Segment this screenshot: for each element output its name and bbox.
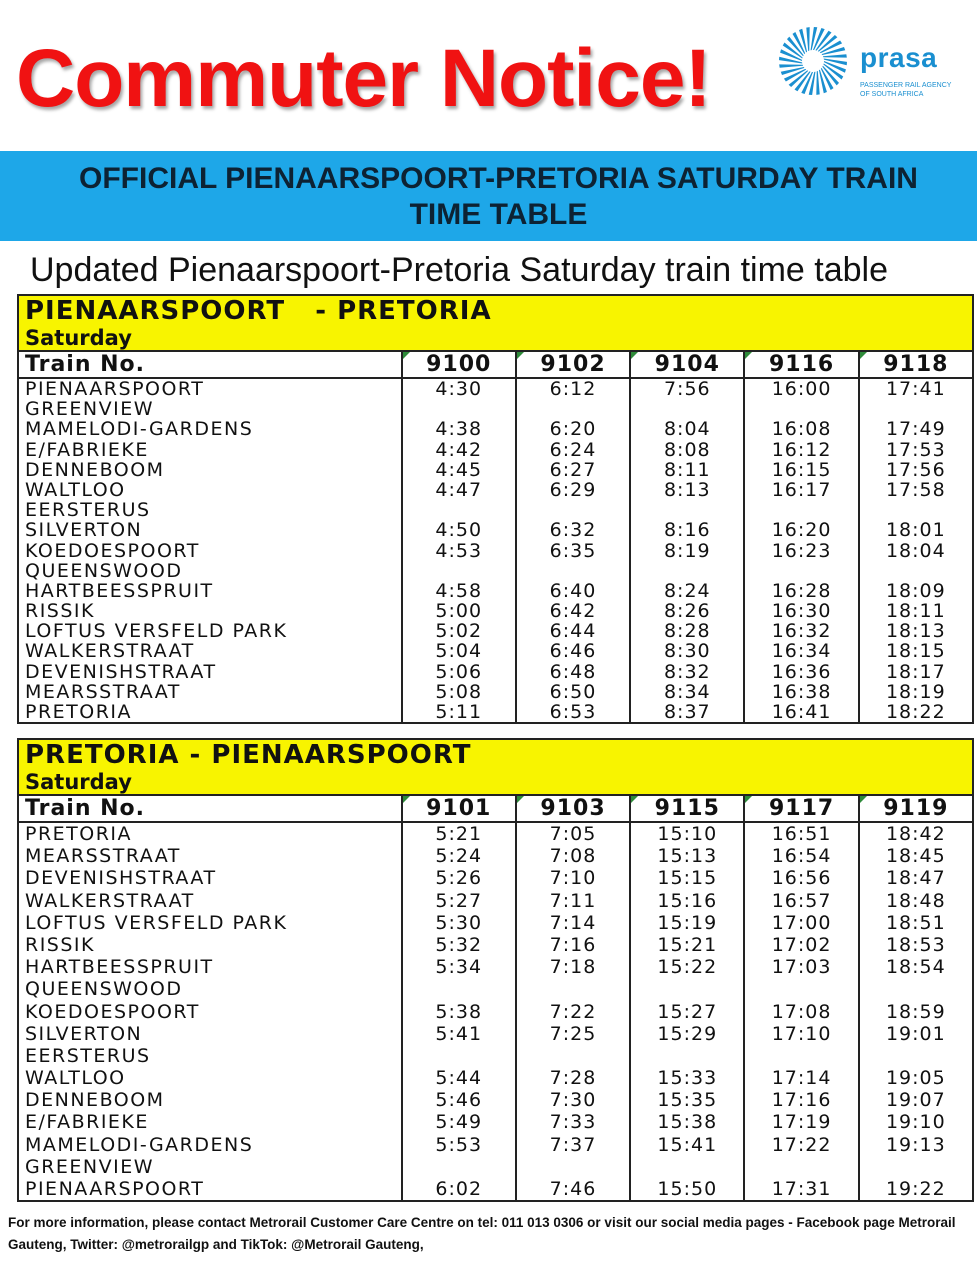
- train-no-label: Train No.: [25, 796, 146, 821]
- train-number: 9118: [858, 352, 972, 377]
- departure-time: 19:05: [858, 1067, 972, 1089]
- station-name: MEARSSTRAAT: [25, 845, 181, 868]
- departure-time: [629, 1045, 743, 1067]
- departure-time: 4:30: [401, 379, 515, 399]
- departure-time: 6:53: [515, 702, 629, 722]
- departure-time: 8:13: [629, 480, 743, 500]
- station-name: DENNEBOOM: [25, 458, 165, 481]
- departure-time: 7:25: [515, 1023, 629, 1045]
- departure-time: 17:03: [743, 956, 857, 978]
- table-row: [19, 1178, 972, 1200]
- table-row: [19, 978, 972, 1000]
- station-name: RISSIK: [25, 600, 95, 623]
- departure-time: 5:41: [401, 1023, 515, 1045]
- table-row: [19, 1156, 972, 1178]
- departure-time: 17:31: [743, 1178, 857, 1200]
- station-name: PIENAARSPOORT: [25, 1178, 205, 1200]
- station-name: MAMELODI-GARDENS: [25, 1133, 254, 1156]
- table-row: [19, 867, 972, 889]
- departure-time: 18:42: [858, 823, 972, 845]
- departure-time: [629, 561, 743, 581]
- departure-time: 15:19: [629, 912, 743, 934]
- timetable-pretoria-pienaarspoort: [17, 738, 974, 1202]
- departure-time: [858, 1045, 972, 1067]
- train-number-header-row: [19, 352, 972, 379]
- departure-time: 4:53: [401, 541, 515, 561]
- departure-time: 6:20: [515, 419, 629, 439]
- departure-time: 15:16: [629, 890, 743, 912]
- departure-time: 17:41: [858, 379, 972, 399]
- departure-time: 7:16: [515, 934, 629, 956]
- table-row: [19, 912, 972, 934]
- station-name: PRETORIA: [25, 701, 133, 723]
- service-day: Saturday: [25, 326, 132, 350]
- departure-time: 16:28: [743, 581, 857, 601]
- table-row: [19, 662, 972, 682]
- departure-time: 5:21: [401, 823, 515, 845]
- departure-time: 17:08: [743, 1001, 857, 1023]
- departure-time: 16:56: [743, 867, 857, 889]
- departure-time: [743, 978, 857, 1000]
- departure-time: [858, 500, 972, 520]
- departure-time: 8:19: [629, 541, 743, 561]
- departure-time: 6:27: [515, 460, 629, 480]
- departure-time: 16:34: [743, 641, 857, 661]
- departure-time: 6:29: [515, 480, 629, 500]
- table-row: [19, 890, 972, 912]
- station-name: LOFTUS VERSFELD PARK: [25, 911, 288, 934]
- departure-time: 18:59: [858, 1001, 972, 1023]
- departure-time: 7:30: [515, 1089, 629, 1111]
- departure-time: 5:00: [401, 601, 515, 621]
- departure-time: 8:37: [629, 702, 743, 722]
- station-name: WALTLOO: [25, 478, 126, 501]
- train-number: 9116: [743, 352, 857, 377]
- departure-time: 17:56: [858, 460, 972, 480]
- departure-time: 6:40: [515, 581, 629, 601]
- departure-time: [629, 1156, 743, 1178]
- departure-time: [858, 978, 972, 1000]
- departure-time: [743, 500, 857, 520]
- departure-time: 6:35: [515, 541, 629, 561]
- table-row: [19, 934, 972, 956]
- departure-time: 7:05: [515, 823, 629, 845]
- departure-time: [401, 1156, 515, 1178]
- departure-time: [401, 500, 515, 520]
- station-name: RISSIK: [25, 933, 95, 956]
- train-number-header-row: [19, 796, 972, 823]
- table-row: [19, 581, 972, 601]
- departure-time: 18:22: [858, 702, 972, 722]
- departure-time: 16:38: [743, 682, 857, 702]
- table-row: [19, 1001, 972, 1023]
- station-name: LOFTUS VERSFELD PARK: [25, 620, 288, 643]
- departure-time: 6:42: [515, 601, 629, 621]
- train-number: 9100: [401, 352, 515, 377]
- departure-time: 17:02: [743, 934, 857, 956]
- departure-time: [858, 561, 972, 581]
- logo-tagline-1: PASSENGER RAIL AGENCY: [860, 82, 952, 89]
- prasa-logo: [778, 26, 968, 106]
- departure-time: [629, 500, 743, 520]
- departure-time: [401, 561, 515, 581]
- table-row: [19, 1045, 972, 1067]
- departure-time: 15:50: [629, 1178, 743, 1200]
- departure-time: 5:02: [401, 621, 515, 641]
- departure-time: 15:22: [629, 956, 743, 978]
- departure-time: 17:00: [743, 912, 857, 934]
- departure-time: 18:53: [858, 934, 972, 956]
- departure-time: 18:09: [858, 581, 972, 601]
- departure-time: 15:29: [629, 1023, 743, 1045]
- station-name: GREENVIEW: [25, 1155, 155, 1178]
- departure-time: [515, 1045, 629, 1067]
- departure-time: [515, 978, 629, 1000]
- table-row: [19, 561, 972, 581]
- route-title: PRETORIA - PIENAARSPOORT: [25, 740, 472, 770]
- departure-time: 6:02: [401, 1178, 515, 1200]
- departure-time: 7:56: [629, 379, 743, 399]
- station-name: SILVERTON: [25, 519, 143, 542]
- departure-time: 16:08: [743, 419, 857, 439]
- departure-time: 5:44: [401, 1067, 515, 1089]
- departure-time: 6:24: [515, 440, 629, 460]
- contact-footer: For more information, please contact Metrorail Customer Care Centre on tel: 011 013 0306 or visit our social media pages - Facebook page Metrorail Gauteng, Twitter: @metrorailgp and TikTok: @Metrorail Gauteng,: [8, 1215, 956, 1252]
- departure-time: 17:19: [743, 1111, 857, 1133]
- departure-time: 5:26: [401, 867, 515, 889]
- station-name: EERSTERUS: [25, 499, 151, 522]
- departure-time: 5:30: [401, 912, 515, 934]
- departure-time: 4:38: [401, 419, 515, 439]
- departure-time: [515, 1156, 629, 1178]
- logo-tagline-2: OF SOUTH AFRICA: [860, 91, 924, 98]
- table-row: [19, 641, 972, 661]
- train-number: 9101: [401, 796, 515, 821]
- departure-time: 18:15: [858, 641, 972, 661]
- departure-time: 7:10: [515, 867, 629, 889]
- departure-time: 6:48: [515, 662, 629, 682]
- station-name: DEVENISHSTRAAT: [25, 660, 217, 683]
- departure-time: 6:12: [515, 379, 629, 399]
- departure-time: 7:33: [515, 1111, 629, 1133]
- departure-time: 16:54: [743, 845, 857, 867]
- departure-time: [401, 978, 515, 1000]
- departure-time: 8:04: [629, 419, 743, 439]
- departure-time: [515, 399, 629, 419]
- departure-time: 6:44: [515, 621, 629, 641]
- departure-time: 7:08: [515, 845, 629, 867]
- departure-time: 15:35: [629, 1089, 743, 1111]
- route-title: PIENAARSPOORT - PRETORIA: [25, 296, 492, 326]
- departure-time: 7:37: [515, 1134, 629, 1156]
- table-row: [19, 1067, 972, 1089]
- departure-time: 15:21: [629, 934, 743, 956]
- table-row: [19, 702, 972, 722]
- table-row: [19, 520, 972, 540]
- station-name: E/FABRIEKE: [25, 438, 149, 461]
- banner-title: OFFICIAL PIENAARSPOORT-PRETORIA SATURDAY TRAIN TIME TABLE: [79, 162, 918, 231]
- departure-time: 18:13: [858, 621, 972, 641]
- station-name: DEVENISHSTRAAT: [25, 867, 217, 890]
- train-number: 9115: [629, 796, 743, 821]
- departure-time: 16:57: [743, 890, 857, 912]
- table-row: [19, 541, 972, 561]
- departure-time: 7:28: [515, 1067, 629, 1089]
- table-row: [19, 1089, 972, 1111]
- departure-time: [743, 399, 857, 419]
- train-number: 9102: [515, 352, 629, 377]
- timetable-pienaarspoort-pretoria: [17, 294, 974, 724]
- departure-time: [515, 561, 629, 581]
- table-row: [19, 480, 972, 500]
- table-row: [19, 440, 972, 460]
- train-number: 9117: [743, 796, 857, 821]
- station-name: KOEDOESPOORT: [25, 1000, 200, 1023]
- departure-time: 16:00: [743, 379, 857, 399]
- departure-time: 15:13: [629, 845, 743, 867]
- departure-time: 16:41: [743, 702, 857, 722]
- departure-time: 6:50: [515, 682, 629, 702]
- departure-time: 5:11: [401, 702, 515, 722]
- station-name: WALKERSTRAAT: [25, 640, 195, 663]
- departure-time: 15:41: [629, 1134, 743, 1156]
- departure-time: 19:13: [858, 1134, 972, 1156]
- departure-time: 15:10: [629, 823, 743, 845]
- table-row: [19, 845, 972, 867]
- station-name: DENNEBOOM: [25, 1089, 165, 1112]
- table-row: [19, 379, 972, 399]
- departure-time: 19:22: [858, 1178, 972, 1200]
- station-name: SILVERTON: [25, 1022, 143, 1045]
- table-row: [19, 823, 972, 845]
- departure-time: 6:32: [515, 520, 629, 540]
- station-name: E/FABRIEKE: [25, 1111, 149, 1134]
- station-name: WALTLOO: [25, 1067, 126, 1090]
- train-number: 9103: [515, 796, 629, 821]
- table-row: [19, 460, 972, 480]
- departure-time: 8:26: [629, 601, 743, 621]
- prasa-sunburst-logo-icon: [778, 26, 848, 96]
- departure-time: [401, 399, 515, 419]
- logo-brand: prasa: [860, 42, 938, 73]
- table-row: [19, 1134, 972, 1156]
- table-row: [19, 500, 972, 520]
- departure-time: 5:46: [401, 1089, 515, 1111]
- departure-time: 15:33: [629, 1067, 743, 1089]
- station-name: PIENAARSPOORT: [25, 378, 205, 400]
- departure-time: 18:51: [858, 912, 972, 934]
- departure-time: 6:46: [515, 641, 629, 661]
- title-banner: [0, 151, 977, 241]
- departure-time: 16:12: [743, 440, 857, 460]
- station-name: MAMELODI-GARDENS: [25, 418, 254, 441]
- departure-time: [858, 1156, 972, 1178]
- departure-time: 5:49: [401, 1111, 515, 1133]
- table-row: [19, 682, 972, 702]
- station-name: PRETORIA: [25, 823, 133, 845]
- departure-time: 8:08: [629, 440, 743, 460]
- departure-time: 16:30: [743, 601, 857, 621]
- departure-time: 17:10: [743, 1023, 857, 1045]
- departure-time: [743, 1156, 857, 1178]
- departure-time: 5:32: [401, 934, 515, 956]
- departure-time: 8:28: [629, 621, 743, 641]
- departure-time: [629, 399, 743, 419]
- departure-time: 17:14: [743, 1067, 857, 1089]
- departure-time: 18:45: [858, 845, 972, 867]
- table-row: [19, 399, 972, 419]
- station-name: EERSTERUS: [25, 1044, 151, 1067]
- departure-time: 4:45: [401, 460, 515, 480]
- departure-time: [858, 399, 972, 419]
- station-name: QUEENSWOOD: [25, 978, 183, 1001]
- station-name: QUEENSWOOD: [25, 559, 183, 582]
- departure-time: 16:36: [743, 662, 857, 682]
- departure-time: 18:48: [858, 890, 972, 912]
- departure-time: 8:34: [629, 682, 743, 702]
- departure-time: 18:47: [858, 867, 972, 889]
- departure-time: 18:54: [858, 956, 972, 978]
- departure-time: 5:27: [401, 890, 515, 912]
- departure-time: 8:30: [629, 641, 743, 661]
- departure-time: 7:14: [515, 912, 629, 934]
- departure-time: [515, 500, 629, 520]
- departure-time: 7:46: [515, 1178, 629, 1200]
- station-name: MEARSSTRAAT: [25, 680, 181, 703]
- departure-time: 18:17: [858, 662, 972, 682]
- departure-time: 16:17: [743, 480, 857, 500]
- departure-time: [629, 978, 743, 1000]
- page-subtitle: Updated Pienaarspoort-Pretoria Saturday train time table: [30, 251, 889, 289]
- departure-time: [401, 1045, 515, 1067]
- page-headline: Commuter Notice!: [16, 33, 711, 124]
- timetable-header: [19, 740, 972, 796]
- table-row: [19, 956, 972, 978]
- departure-time: [743, 561, 857, 581]
- departure-time: 16:15: [743, 460, 857, 480]
- departure-time: 18:04: [858, 541, 972, 561]
- departure-time: 17:22: [743, 1134, 857, 1156]
- departure-time: 18:11: [858, 601, 972, 621]
- departure-time: 16:32: [743, 621, 857, 641]
- table-row: [19, 601, 972, 621]
- station-name: GREENVIEW: [25, 398, 155, 421]
- departure-time: 5:08: [401, 682, 515, 702]
- departure-time: 15:15: [629, 867, 743, 889]
- departure-time: 17:53: [858, 440, 972, 460]
- departure-time: 5:24: [401, 845, 515, 867]
- departure-time: 17:49: [858, 419, 972, 439]
- service-day: Saturday: [25, 770, 132, 794]
- station-name: WALKERSTRAAT: [25, 889, 195, 912]
- departure-time: 4:58: [401, 581, 515, 601]
- departure-time: 16:51: [743, 823, 857, 845]
- station-name: HARTBEESSPRUIT: [25, 579, 214, 602]
- departure-time: 8:24: [629, 581, 743, 601]
- table-row: [19, 419, 972, 439]
- departure-time: 17:16: [743, 1089, 857, 1111]
- departure-time: 15:27: [629, 1001, 743, 1023]
- train-no-label: Train No.: [25, 352, 146, 377]
- station-name: HARTBEESSPRUIT: [25, 956, 214, 979]
- departure-time: 7:11: [515, 890, 629, 912]
- departure-time: 5:38: [401, 1001, 515, 1023]
- departure-time: [743, 1045, 857, 1067]
- departure-time: 17:58: [858, 480, 972, 500]
- departure-time: 15:38: [629, 1111, 743, 1133]
- departure-time: 8:32: [629, 662, 743, 682]
- departure-time: 8:16: [629, 520, 743, 540]
- departure-time: 4:47: [401, 480, 515, 500]
- departure-time: 18:19: [858, 682, 972, 702]
- departure-time: 4:42: [401, 440, 515, 460]
- departure-time: 7:22: [515, 1001, 629, 1023]
- departure-time: 19:07: [858, 1089, 972, 1111]
- table-row: [19, 1111, 972, 1133]
- train-number: 9104: [629, 352, 743, 377]
- departure-time: 5:53: [401, 1134, 515, 1156]
- departure-time: 19:01: [858, 1023, 972, 1045]
- departure-time: 5:04: [401, 641, 515, 661]
- table-row: [19, 621, 972, 641]
- departure-time: 18:01: [858, 520, 972, 540]
- departure-time: 8:11: [629, 460, 743, 480]
- departure-time: 4:50: [401, 520, 515, 540]
- station-name: KOEDOESPOORT: [25, 539, 200, 562]
- departure-time: 16:23: [743, 541, 857, 561]
- departure-time: 5:34: [401, 956, 515, 978]
- departure-time: 7:18: [515, 956, 629, 978]
- table-row: [19, 1023, 972, 1045]
- timetable-header: [19, 296, 972, 352]
- departure-time: 19:10: [858, 1111, 972, 1133]
- departure-time: 16:20: [743, 520, 857, 540]
- train-number: 9119: [858, 796, 972, 821]
- departure-time: 5:06: [401, 662, 515, 682]
